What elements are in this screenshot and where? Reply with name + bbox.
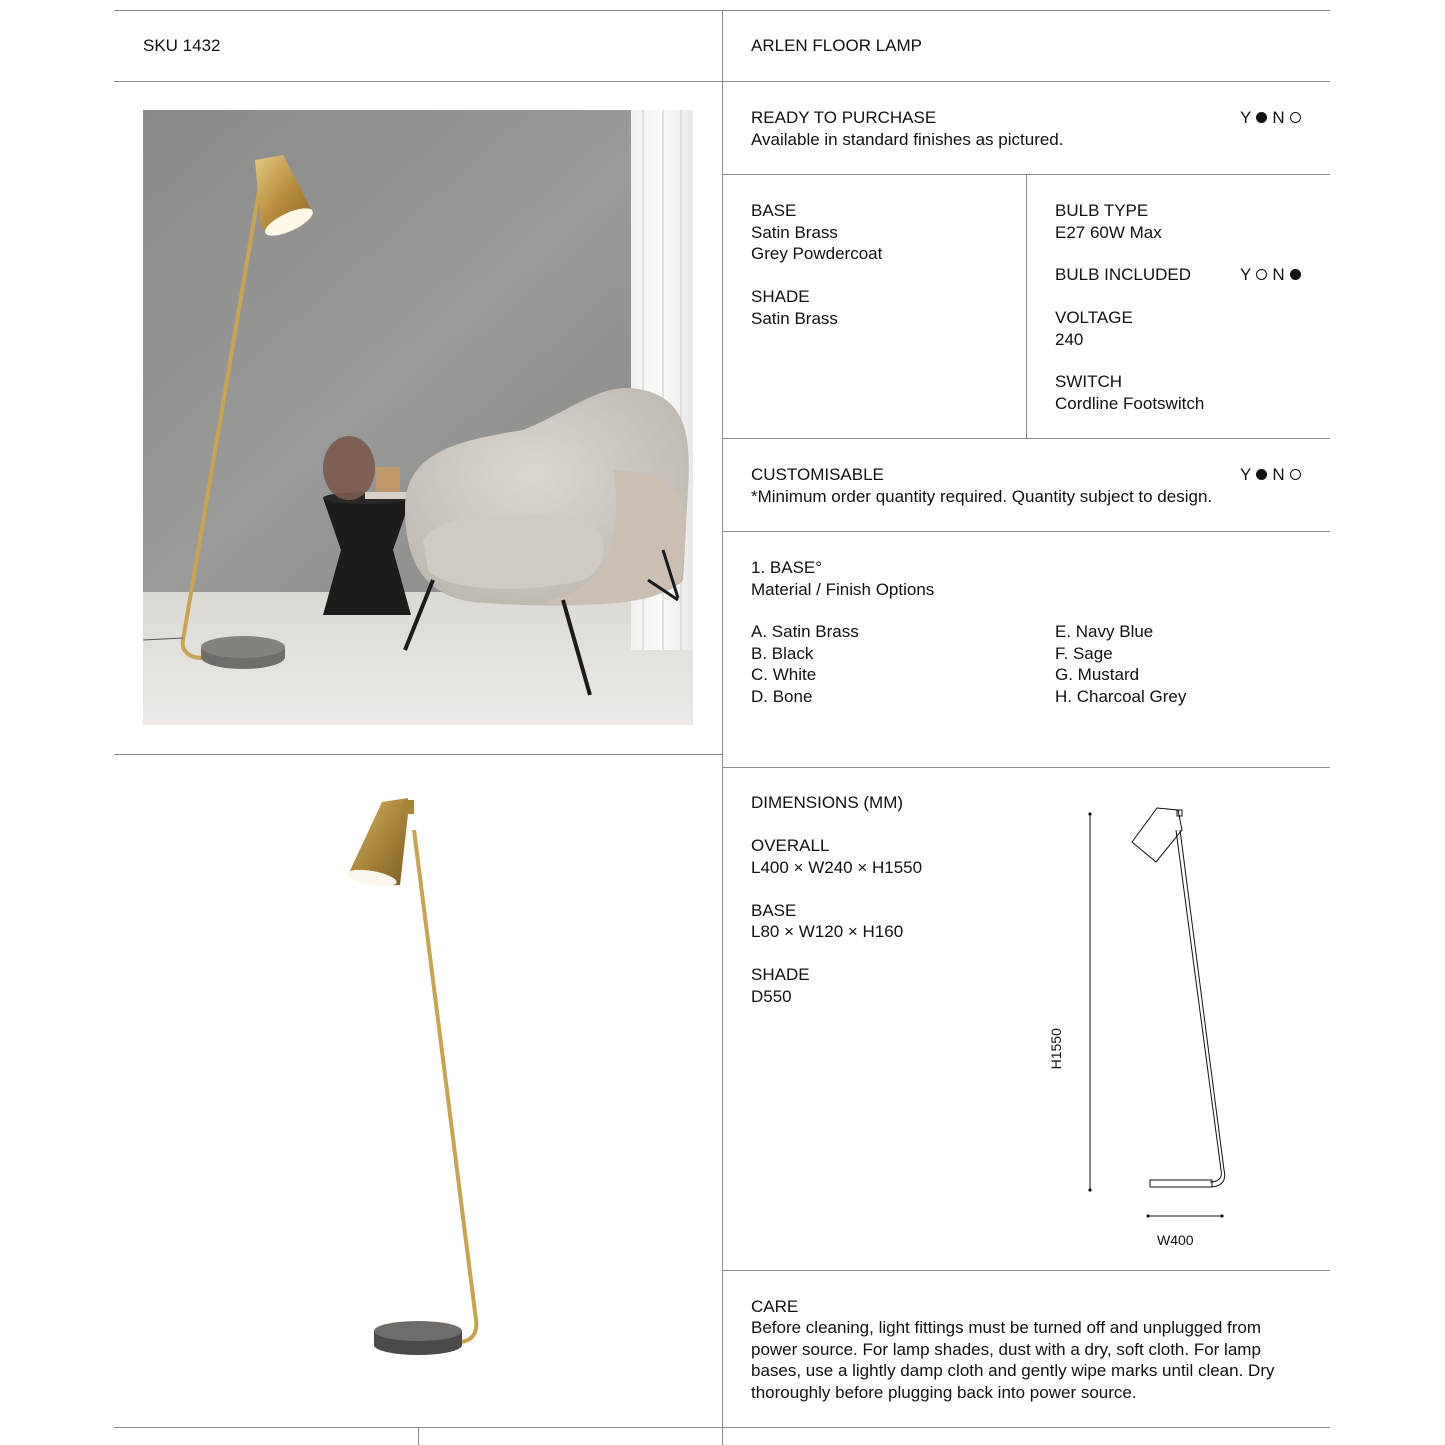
no-label: N bbox=[1272, 465, 1285, 484]
finish-options-subtitle: Material / Finish Options bbox=[751, 579, 935, 599]
bottom-rule bbox=[114, 1427, 1330, 1428]
option-item: F. Sage bbox=[1055, 643, 1113, 663]
option-item: E. Navy Blue bbox=[1055, 622, 1154, 641]
ready-to-purchase-title: READY TO PURCHASE bbox=[751, 108, 937, 127]
option-item: A. Satin Brass bbox=[751, 622, 859, 641]
dim-shade-value: D550 bbox=[751, 986, 792, 1006]
customisable-note: *Minimum order quantity required. Quantity subject to design. bbox=[751, 486, 1213, 506]
customisable-selector bbox=[1240, 464, 1304, 486]
dim-base-title: BASE bbox=[751, 900, 797, 920]
voltage-title: VOLTAGE bbox=[1055, 308, 1133, 327]
dimensions-title: DIMENSIONS (MM) bbox=[751, 793, 904, 812]
bulb-included-title: BULB INCLUDED bbox=[1055, 265, 1192, 284]
options-rule bbox=[722, 767, 1330, 768]
center-divider bbox=[722, 10, 723, 1445]
base-value-1: Satin Brass bbox=[751, 222, 838, 242]
lifestyle-photo bbox=[143, 110, 693, 725]
base-shade-block bbox=[751, 200, 882, 329]
shade-title: SHADE bbox=[751, 287, 810, 306]
dim-base-value: L80 × W120 × H160 bbox=[751, 922, 904, 941]
dimensions-block bbox=[751, 792, 922, 1007]
voltage-block bbox=[1055, 307, 1133, 350]
height-label: H1550 bbox=[1047, 1028, 1064, 1070]
yes-dot-filled bbox=[1256, 112, 1267, 123]
finish-options-right bbox=[1055, 621, 1186, 707]
dimensions-rule bbox=[722, 1270, 1330, 1271]
yes-dot-empty bbox=[1256, 269, 1267, 280]
finish-options-title: 1. BASE° bbox=[751, 558, 823, 577]
bottom-tick bbox=[418, 1427, 419, 1445]
no-label: N bbox=[1272, 265, 1285, 284]
product-cutout-image bbox=[330, 790, 500, 1365]
spec-rule bbox=[722, 438, 1330, 439]
shade-value: Satin Brass bbox=[751, 308, 838, 328]
care-block bbox=[751, 1296, 798, 1318]
no-dot-filled bbox=[1290, 269, 1301, 280]
custom-rule bbox=[722, 531, 1330, 532]
bulb-type-block bbox=[1055, 200, 1162, 243]
customisable-block bbox=[751, 464, 1212, 507]
finish-options-left bbox=[751, 621, 859, 707]
switch-value: Cordline Footswitch bbox=[1055, 393, 1205, 413]
bulb-included-selector bbox=[1240, 264, 1304, 286]
yes-label: Y bbox=[1240, 108, 1252, 127]
option-item: H. Charcoal Grey bbox=[1055, 686, 1187, 706]
no-label: N bbox=[1272, 108, 1285, 127]
care-text: Before cleaning, light fittings must be turned off and unplugged from power source. For lamp shades, dust with a dry, soft cloth. For lamp bases, use a lightly damp cloth and gently wipe marks until clean. Dry thoroughly before plugging back into power source. bbox=[751, 1318, 1275, 1402]
photo-bottom-rule bbox=[114, 754, 722, 755]
yes-label: Y bbox=[1240, 265, 1252, 284]
overall-title: OVERALL bbox=[751, 836, 830, 855]
base-title: BASE bbox=[751, 201, 797, 220]
option-item: C. White bbox=[751, 665, 817, 684]
option-item: B. Black bbox=[751, 643, 814, 663]
option-item: G. Mustard bbox=[1055, 665, 1140, 684]
finish-options-header bbox=[751, 557, 934, 600]
voltage-value: 240 bbox=[1055, 329, 1084, 349]
no-dot-empty bbox=[1290, 112, 1301, 123]
width-label: W400 bbox=[1157, 1232, 1194, 1248]
dim-shade-title: SHADE bbox=[751, 965, 810, 984]
yes-dot-filled bbox=[1256, 469, 1267, 480]
customisable-title: CUSTOMISABLE bbox=[751, 465, 884, 484]
spec-divider bbox=[1026, 174, 1027, 439]
yes-label: Y bbox=[1240, 465, 1252, 484]
no-dot-empty bbox=[1290, 469, 1301, 480]
base-value-2: Grey Powdercoat bbox=[751, 244, 883, 263]
option-item: D. Bone bbox=[751, 686, 813, 706]
ready-to-purchase-selector bbox=[1240, 107, 1304, 129]
care-title: CARE bbox=[751, 1297, 799, 1316]
ready-to-purchase-block bbox=[751, 107, 1063, 150]
bulb-type-value: E27 60W Max bbox=[1055, 222, 1162, 242]
overall-value: L400 × W240 × H1550 bbox=[751, 857, 923, 877]
ready-to-purchase-note: Available in standard finishes as pictured. bbox=[751, 129, 1064, 149]
switch-title: SWITCH bbox=[1055, 372, 1123, 391]
bulb-type-title: BULB TYPE bbox=[1055, 201, 1149, 220]
product-title: ARLEN FLOOR LAMP bbox=[751, 36, 922, 55]
dimension-diagram bbox=[1060, 800, 1250, 1260]
switch-block bbox=[1055, 371, 1204, 414]
sku-label: SKU 1432 bbox=[143, 36, 221, 55]
